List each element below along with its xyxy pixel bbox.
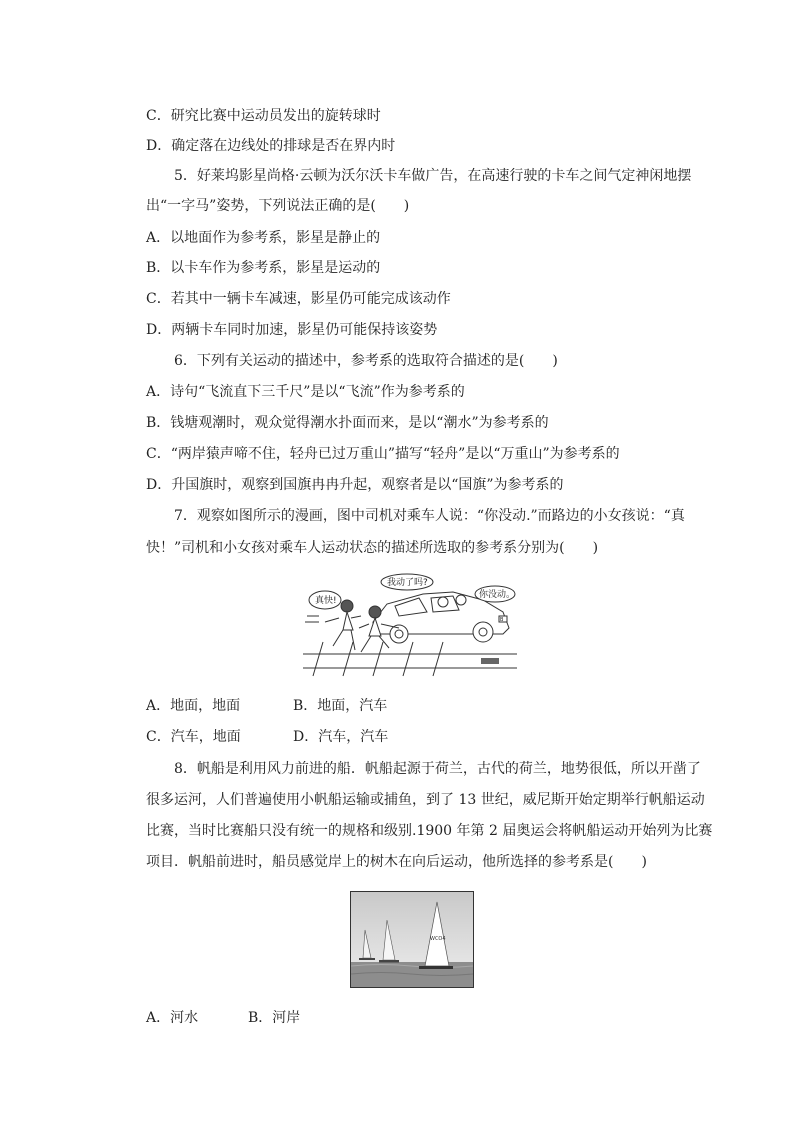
license-plate: B (500, 617, 504, 623)
q8-stem-line1: 8．帆船是利用风力前进的船．帆船起源于荷兰，古代的荷兰，地势很低，所以开凿了 (174, 761, 701, 777)
q8-option-b: B．河岸 (248, 1010, 301, 1026)
girl-speech-bubble: 真快! (315, 596, 337, 606)
driver-speech-bubble: 你没动。 (479, 590, 516, 600)
q7-option-b: B．地面，汽车 (293, 698, 388, 714)
q5-stem-line2: 出“一字马”姿势，下列说法正确的是( ) (146, 198, 410, 214)
q6-option-a: A．诗句“飞流直下三千尺”是以“飞流”作为参考系的 (146, 384, 465, 400)
q6-option-b: B．钱塘观潮时，观众觉得潮水扑面而来，是以“潮水”为参考系的 (146, 415, 549, 431)
cartoon-illustration (303, 572, 517, 678)
q4-option-c: C．研究比赛中运动员发出的旋转球时 (146, 108, 381, 124)
q7-stem-line2: 快！”司机和小女孩对乘车人运动状态的描述所选取的参考系分别为( ) (146, 540, 599, 556)
sail-number-label: WCO4 (430, 936, 446, 942)
q7-cartoon-figure (303, 572, 517, 678)
q5-option-d: D．两辆卡车同时加速，影星仍可能保持该姿势 (146, 322, 438, 338)
q4-option-d: D．确定落在边线处的排球是否在界内时 (146, 138, 396, 154)
q5-option-c: C．若其中一辆卡车减速，影星仍可能完成该动作 (146, 291, 451, 307)
q5-stem-line1: 5．好莱坞影星尚格·云顿为沃尔沃卡车做广告，在高速行驶的卡车之间气定神闲地摆 (174, 168, 692, 184)
passenger-speech-bubble: 我动了吗? (387, 578, 428, 588)
q5-option-a: A．以地面作为参考系，影星是静止的 (146, 230, 381, 246)
q7-option-c: C．汽车，地面 (146, 729, 241, 745)
sailboat-image (351, 892, 473, 987)
q8-stem-line4: 项目．帆船前进时，船员感觉岸上的树木在向后运动，他所选择的参考系是( ) (146, 854, 647, 870)
q8-stem-line3: 比赛，当时比赛船只没有统一的规格和级别.1900 年第 2 届奥运会将帆船运动开始列为比赛 (146, 823, 713, 839)
q6-option-c: C．“两岸猿声啼不住，轻舟已过万重山”描写“轻舟”是以“万重山”为参考系的 (146, 446, 620, 462)
q5-option-b: B．以卡车作为参考系，影星是运动的 (146, 260, 381, 276)
q8-stem-line2: 很多运河，人们普遍使用小帆船运输或捕鱼，到了 13 世纪，威尼斯开始定期举行帆船运动 (146, 792, 705, 808)
q8-option-a: A．河水 (146, 1010, 199, 1026)
q7-option-d: D．汽车，汽车 (293, 729, 389, 745)
q6-stem: 6．下列有关运动的描述中，参考系的选取符合描述的是( ) (174, 353, 558, 369)
q6-option-d: D．升国旗时，观察到国旗冉冉升起，观察者是以“国旗”为参考系的 (146, 477, 564, 493)
q7-option-a: A．地面，地面 (146, 698, 241, 714)
q7-stem-line1: 7．观察如图所示的漫画，图中司机对乘车人说：“你没动.”而路边的小女孩说：“真 (174, 508, 685, 524)
q8-sailboat-photo (350, 891, 474, 988)
